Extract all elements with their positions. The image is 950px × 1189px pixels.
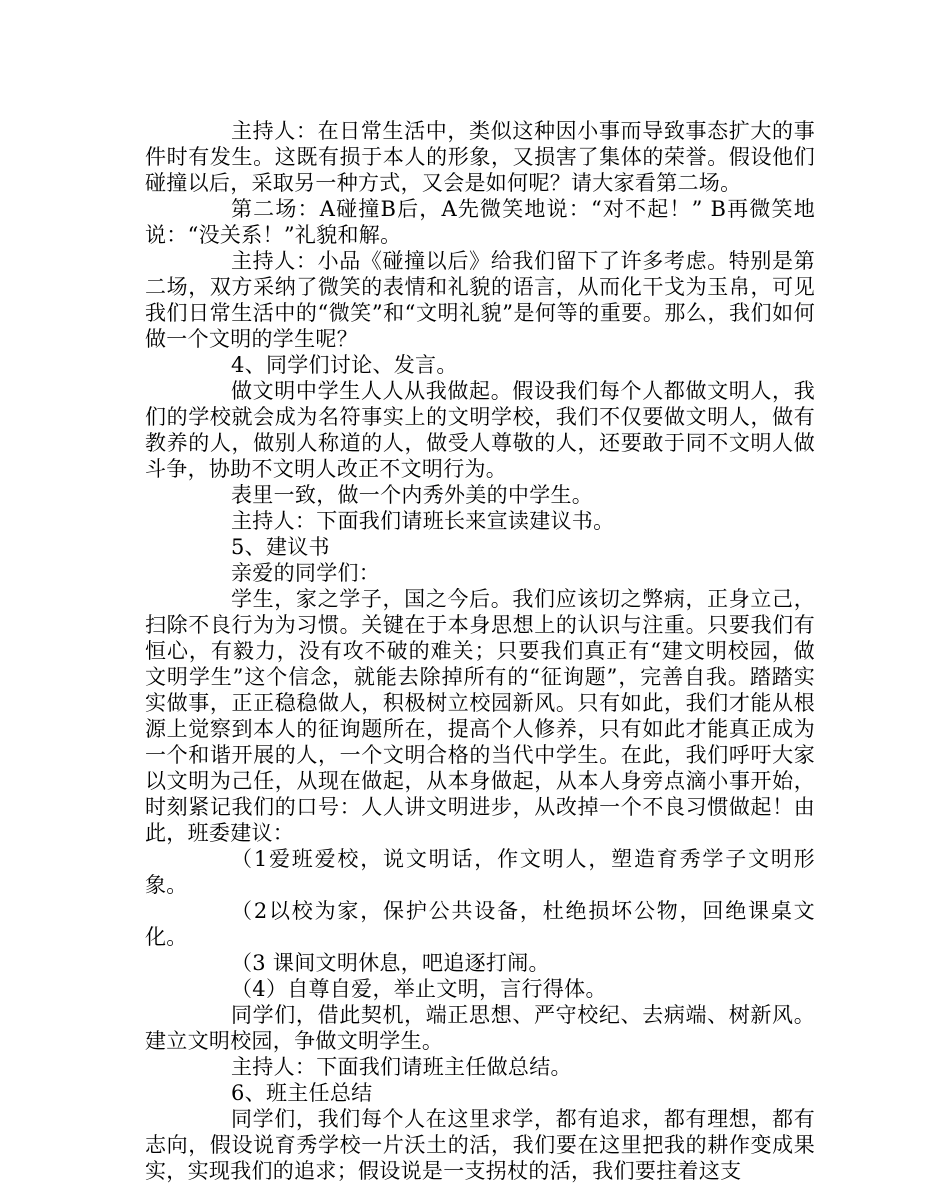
paragraph: 同学们，我们每个人在这里求学，都有追求，都有理想，都有志向，假设说育秀学校一片沃土的活，我们要在这里把我的耕作变成果实，实现我们的追求；假设说是一支拐杖的活，我们要拄着这支 (145, 1107, 815, 1183)
paragraph: 主持人：在日常生活中，类似这种因小事而导致事态扩大的事件时有发生。这既有损于本人的形象，又损害了集体的荣誉。假设他们碰撞以后，采取另一种方式，又会是如何呢？请大家看第二场。 (145, 119, 815, 195)
section-heading: 5、建议书 (231, 535, 330, 559)
paragraph: 做文明中学生人人从我做起。假设我们每个人都做文明人，我们的学校就会成为名符事实上的文明学校，我们不仅要做文明人，做有教养的人，做别人称道的人，做受人尊敬的人，还要敢于同不文明人做斗争，协助不文明人改正不文明行为。 (145, 379, 815, 481)
list-item: （4）自尊自爱，举止文明，言行得体。 (231, 977, 607, 1001)
list-item: （3 课间文明休息，吧追逐打闹。 (231, 951, 550, 975)
document-page (145, 118, 815, 1184)
list-item: （2以校为家，保护公共设备，杜绝损坏公物，回绝课桌文化。 (145, 899, 815, 949)
paragraph: 同学们，借此契机，端正思想、严守校纪、去病端、树新风。建立文明校园，争做文明学生。 (145, 1003, 815, 1053)
paragraph: 主持人：下面我们请班主任做总结。 (231, 1055, 572, 1079)
paragraph: 主持人：小品《碰撞以后》给我们留下了许多考虑。特别是第二场，双方采纳了微笑的表情和礼貌的语言，从而化干戈为玉帛，可见我们日常生活中的“微笑”和“文明礼貌”是何等的重要。那么，我们如何做一个文明的学生呢？ (145, 249, 815, 351)
paragraph: 主持人：下面我们请班长来宣读建议书。 (231, 509, 615, 533)
paragraph: 4、同学们讨论、发言。 (231, 353, 458, 377)
paragraph: 学生，家之学子，国之今后。我们应该切之弊病，正身立己，扫除不良行为为习惯。关键在于本身思想上的认识与注重。只要我们有恒心，有毅力，没有攻不破的难关；只要我们真正有“建文明校园，做文明学生”这个信念，就能去除掉所有的“征询题”，完善自我。踏踏实实做事，正正稳稳做人，积极树立校园新风。只有如此，我们才能从根源上觉察到本人的征询题所在，提高个人修养，只有如此才能真正成为一个和谐开展的人，一个文明合格的当代中学生。在此，我们呼吁大家以文明为己任，从现在做起，从本身做起，从本人身旁点滴小事开始，时刻紧记我们的口号：人人讲文明进步，从改掉一个不良习惯做起！由此，班委建议： (145, 587, 815, 845)
list-item: （1爱班爱校，说文明话，作文明人，塑造育秀学子文明形象。 (145, 847, 815, 897)
section-heading: 6、班主任总结 (231, 1081, 373, 1105)
paragraph: 表里一致，做一个内秀外美的中学生。 (231, 483, 594, 507)
salutation: 亲爱的同学们： (231, 561, 381, 585)
paragraph: 第二场：A碰撞B后，A先微笑地说：“对不起！” B再微笑地说：“没关系！”礼貌和解。 (145, 197, 815, 247)
